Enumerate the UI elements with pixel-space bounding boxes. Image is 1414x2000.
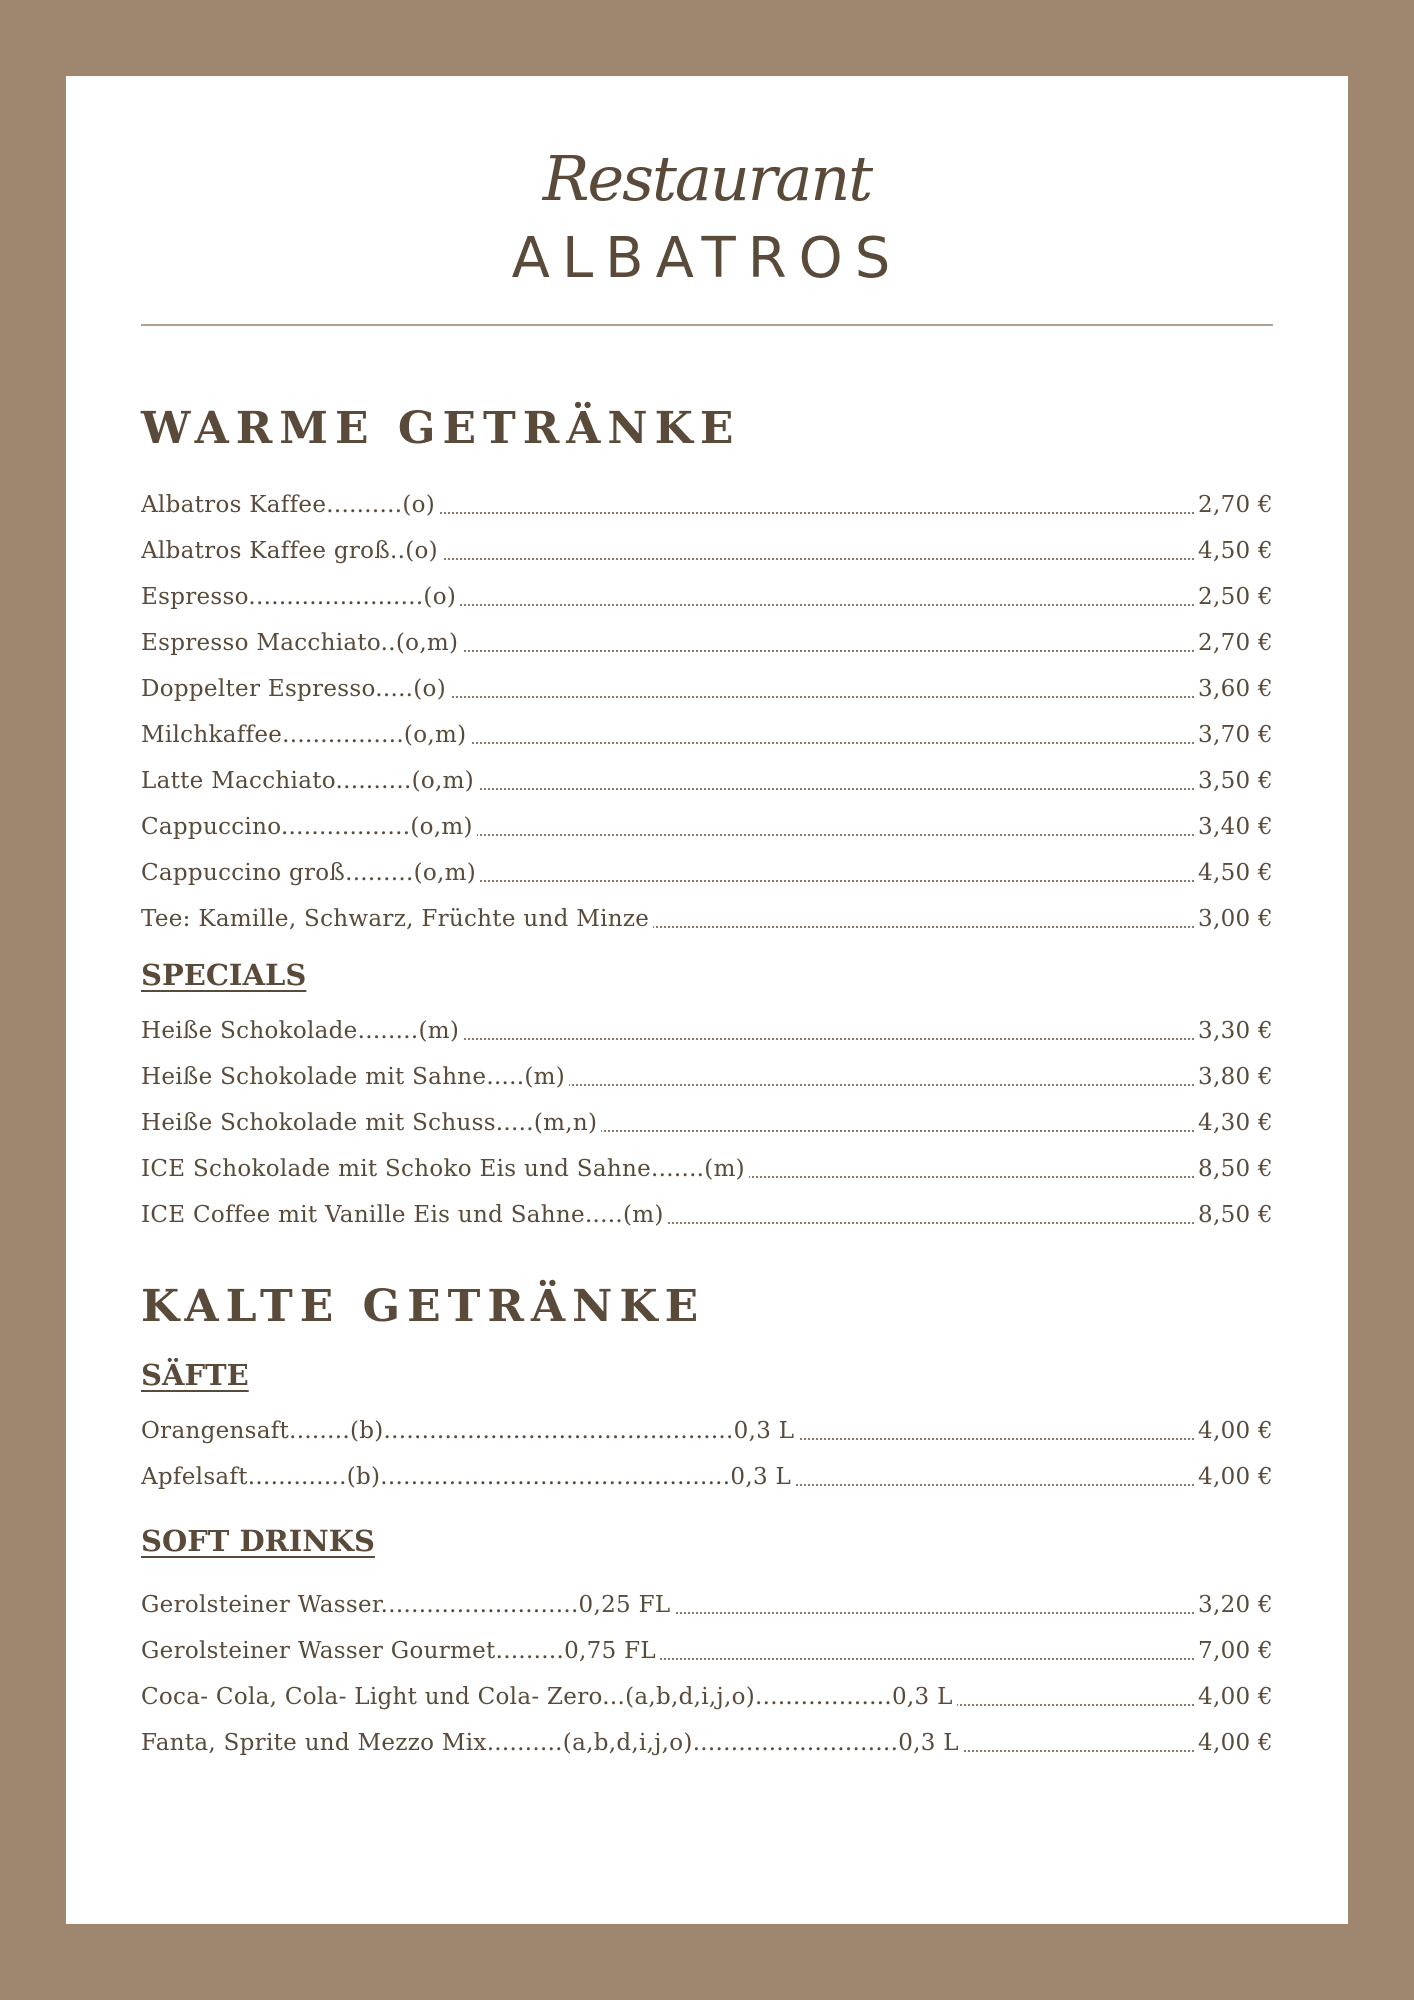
section-title-warme-getraenke: WARME GETRÄNKE — [141, 403, 741, 454]
menu-item-label: Latte Macchiato..........(o,m) — [141, 758, 478, 804]
menu-item-row — [141, 1146, 1273, 1192]
menu-item-label: ICE Schokolade mit Schoko Eis und Sahne.......(m) — [141, 1146, 749, 1192]
menu-item-label: Espresso.......................(o) — [141, 574, 460, 620]
menu-item-price: 4,00 € — [1194, 1454, 1273, 1500]
menu-item-row — [141, 1720, 1273, 1766]
menu-item-row — [141, 620, 1273, 666]
menu-item-price: 4,00 € — [1194, 1720, 1273, 1766]
menu-item-label: Heiße Schokolade........(m) — [141, 1008, 463, 1054]
menu-item-label: Heiße Schokolade mit Sahne.....(m) — [141, 1054, 569, 1100]
menu-item-price: 4,00 € — [1194, 1408, 1273, 1454]
menu-item-label: Gerolsteiner Wasser Gourmet.........0,75 FL — [141, 1628, 660, 1674]
menu-item-row — [141, 804, 1273, 850]
menu-item-price: 2,50 € — [1194, 574, 1273, 620]
menu-content — [141, 394, 1273, 1766]
menu-item-label: Espresso Macchiato..(o,m) — [141, 620, 462, 666]
menu-item-row — [141, 1628, 1273, 1674]
menu-item-row — [141, 482, 1273, 528]
subsection-title-soft-drinks: SOFT DRINKS — [141, 1524, 375, 1558]
softdrinks-list — [141, 1582, 1273, 1766]
menu-item-row — [141, 1008, 1273, 1054]
menu-item-price: 8,50 € — [1194, 1192, 1273, 1238]
menu-item-row — [141, 528, 1273, 574]
menu-item-label: Gerolsteiner Wasser..........................0,25 FL — [141, 1582, 674, 1628]
menu-item-row — [141, 896, 1273, 942]
menu-item-label: Tee: Kamille, Schwarz, Früchte und Minze — [141, 896, 653, 942]
menu-item-row — [141, 1408, 1273, 1454]
menu-item-label: Coca- Cola, Cola- Light und Cola- Zero...(a,b,d,i,j,o)..................0,3 L — [141, 1674, 957, 1720]
menu-item-label: Doppelter Espresso.....(o) — [141, 666, 450, 712]
menu-item-price: 3,70 € — [1194, 712, 1273, 758]
menu-item-label: Fanta, Sprite und Mezzo Mix..........(a,b,d,i,j,o)...........................0,3 L — [141, 1720, 963, 1766]
menu-item-price: 3,60 € — [1194, 666, 1273, 712]
saefte-list — [141, 1408, 1273, 1500]
menu-item-price: 7,00 € — [1194, 1628, 1273, 1674]
warme-list — [141, 482, 1273, 942]
menu-item-label: Heiße Schokolade mit Schuss.....(m,n) — [141, 1100, 601, 1146]
menu-item-price: 8,50 € — [1194, 1146, 1273, 1192]
menu-item-price: 4,30 € — [1194, 1100, 1273, 1146]
menu-item-row — [141, 1674, 1273, 1720]
menu-item-row — [141, 1054, 1273, 1100]
menu-item-price: 4,50 € — [1194, 850, 1273, 896]
menu-item-label: Apfelsaft.............(b)..............................................0,3 L — [141, 1454, 795, 1500]
menu-item-row — [141, 666, 1273, 712]
menu-item-row — [141, 1582, 1273, 1628]
subsection-title-specials: SPECIALS — [141, 958, 307, 992]
menu-item-label: Albatros Kaffee..........(o) — [141, 482, 439, 528]
menu-item-price: 2,70 € — [1194, 620, 1273, 666]
menu-item-label: ICE Coffee mit Vanille Eis und Sahne.....(m) — [141, 1192, 668, 1238]
menu-item-price: 4,00 € — [1194, 1674, 1273, 1720]
menu-item-price: 3,30 € — [1194, 1008, 1273, 1054]
menu-item-label: Cappuccino groß.........(o,m) — [141, 850, 480, 896]
menu-item-label: Milchkaffee................(o,m) — [141, 712, 470, 758]
menu-item-price: 3,40 € — [1194, 804, 1273, 850]
menu-item-price: 3,00 € — [1194, 896, 1273, 942]
menu-item-price: 3,80 € — [1194, 1054, 1273, 1100]
menu-item-price: 4,50 € — [1194, 528, 1273, 574]
menu-item-row — [141, 574, 1273, 620]
menu-item-price: 3,20 € — [1194, 1582, 1273, 1628]
menu-item-row — [141, 1192, 1273, 1238]
menu-item-label: Orangensaft........(b)..............................................0,3 L — [141, 1408, 798, 1454]
menu-item-price: 3,50 € — [1194, 758, 1273, 804]
restaurant-brand-name: ALBATROS — [511, 226, 903, 291]
menu-item-row — [141, 758, 1273, 804]
menu-item-label: Albatros Kaffee groß..(o) — [141, 528, 442, 574]
menu-item-row — [141, 850, 1273, 896]
restaurant-script-title: Restaurant — [542, 142, 872, 215]
header-divider — [141, 324, 1273, 326]
menu-item-label: Cappuccino.................(o,m) — [141, 804, 477, 850]
section-title-kalte-getraenke: KALTE GETRÄNKE — [141, 1281, 706, 1332]
menu-item-row — [141, 1454, 1273, 1500]
subsection-title-saefte: SÄFTE — [141, 1358, 249, 1392]
menu-item-row — [141, 712, 1273, 758]
menu-item-price: 2,70 € — [1194, 482, 1273, 528]
menu-item-row — [141, 1100, 1273, 1146]
specials-list — [141, 1008, 1273, 1238]
menu-sheet — [66, 76, 1348, 1924]
